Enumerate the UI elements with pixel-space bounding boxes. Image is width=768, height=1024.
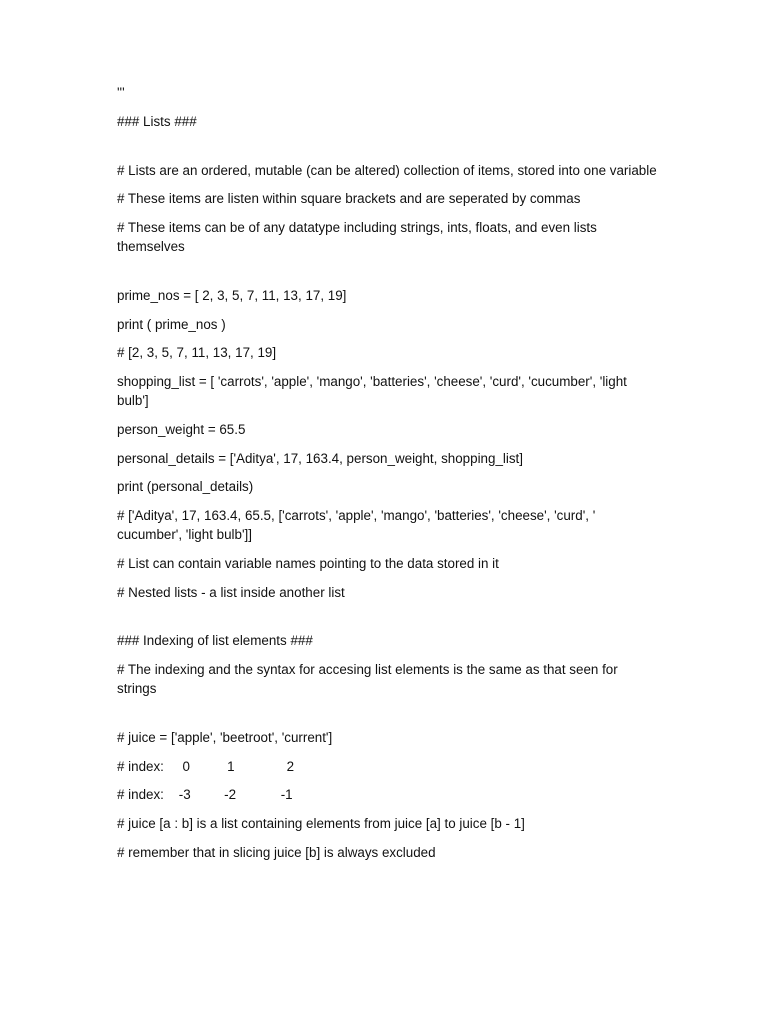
comment-line: # juice = ['apple', 'beetroot', 'current'] bbox=[117, 729, 333, 745]
docstring-quotes: ''' bbox=[117, 85, 125, 100]
code-line: prime_nos = [ 2, 3, 5, 7, 11, 13, 17, 19] bbox=[117, 287, 347, 303]
code-line: shopping_list = [ 'carrots', 'apple', 'mango', 'batteries', 'cheese', 'curd', 'cucumber', 'light bulb'] bbox=[117, 374, 631, 408]
code-line: print (personal_details) bbox=[117, 479, 254, 495]
comment-line: # juice [a : b] is a list containing elements from juice [a] to juice [b - 1] bbox=[117, 816, 525, 832]
comment-line: # These items are listen within square brackets and are seperated by commas bbox=[117, 191, 581, 207]
code-line: personal_details = ['Aditya', 17, 163.4, person_weight, shopping_list] bbox=[117, 450, 523, 466]
code-line: print ( prime_nos ) bbox=[117, 316, 226, 332]
section-heading-lists: ### Lists ### bbox=[117, 113, 197, 129]
section-heading-indexing: ### Indexing of list elements ### bbox=[117, 633, 313, 649]
comment-line: # Lists are an ordered, mutable (can be altered) collection of items, stored into one variable bbox=[117, 162, 657, 178]
comment-line: # These items can be of any datatype including strings, ints, floats, and even lists themselves bbox=[117, 220, 601, 254]
comment-line: # ['Aditya', 17, 163.4, 65.5, ['carrots', 'apple', 'mango', 'batteries', 'cheese', 'curd', ' cucumber', 'light bulb']] bbox=[117, 508, 599, 542]
comment-line: # [2, 3, 5, 7, 11, 13, 17, 19] bbox=[117, 345, 277, 361]
code-line: person_weight = 65.5 bbox=[117, 421, 246, 437]
document-page bbox=[117, 84, 657, 873]
comment-line: # remember that in slicing juice [b] is always excluded bbox=[117, 844, 436, 860]
comment-line: # List can contain variable names pointing to the data stored in it bbox=[117, 555, 499, 571]
comment-line: # index: 0 1 2 bbox=[117, 758, 295, 774]
comment-line: # Nested lists - a list inside another list bbox=[117, 584, 345, 600]
comment-line: # index: -3 -2 -1 bbox=[117, 787, 293, 803]
comment-line: # The indexing and the syntax for accesing list elements is the same as that seen for strings bbox=[117, 662, 622, 696]
